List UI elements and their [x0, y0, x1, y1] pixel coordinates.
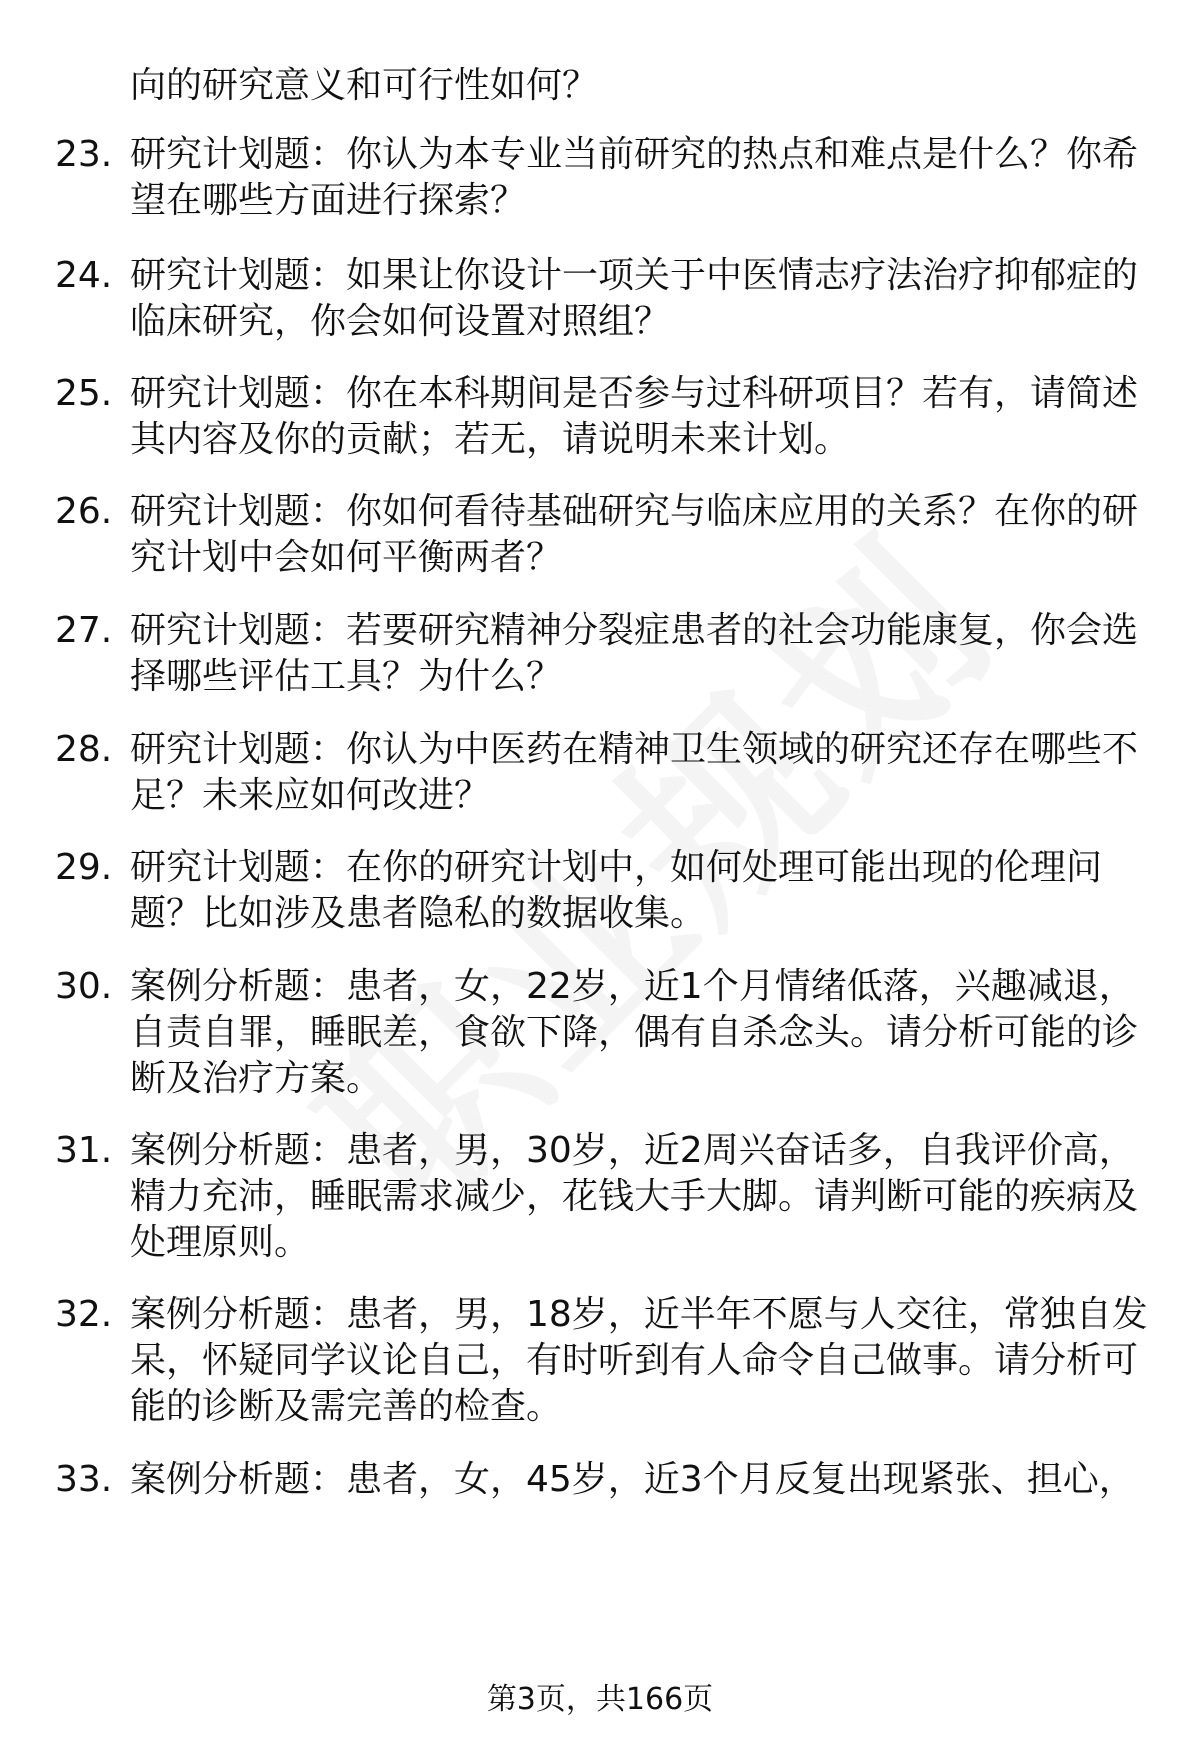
item-text: 案例分析题：患者，男，30岁，近2周兴奋话多，自我评价高，精力充沛，睡眠需求减少，花钱大手大脚。请判断可能的疾病及处理原则。 [130, 1130, 1139, 1263]
list-item [55, 132, 1165, 224]
list-item [55, 1292, 1165, 1430]
list-item [55, 727, 1165, 819]
item-number: 29. [55, 847, 113, 888]
item-number: 23. [55, 134, 113, 175]
item-text: 研究计划题：你认为中医药在精神卫生领域的研究还存在哪些不足？未来应如何改进？ [130, 729, 1139, 816]
page-footer: 第3页，共166页 [486, 1682, 714, 1717]
list-item [55, 964, 1165, 1102]
list-item [55, 1457, 1165, 1503]
item-text: 研究计划题：若要研究精神分裂症患者的社会功能康复，你会选择哪些评估工具？为什么？ [130, 610, 1139, 697]
item-text: 案例分析题：患者，男，18岁，近半年不愿与人交往，常独自发呆，怀疑同学议论自己，有时听到有人命令自己做事。请分析可能的诊断及需完善的检查。 [130, 1294, 1148, 1427]
item-text: 研究计划题：你在本科期间是否参与过科研项目？若有，请简述其内容及你的贡献；若无，请说明未来计划。 [130, 373, 1139, 460]
item-text: 研究计划题：如果让你设计一项关于中医情志疗法治疗抑郁症的临床研究，你会如何设置对照组？ [130, 255, 1139, 342]
item-number: 32. [55, 1294, 113, 1335]
item-text: 案例分析题：患者，女，22岁，近1个月情绪低落，兴趣减退，自责自罪，睡眠差，食欲下降，偶有自杀念头。请分析可能的诊断及治疗方案。 [130, 966, 1139, 1099]
item-text: 研究计划题：你如何看待基础研究与临床应用的关系？在你的研究计划中会如何平衡两者？ [130, 491, 1139, 578]
item-text: 研究计划题：你认为本专业当前研究的热点和难点是什么？你希望在哪些方面进行探索？ [130, 134, 1139, 221]
list-item [55, 1128, 1165, 1266]
item-number: 30. [55, 966, 113, 1007]
list-item [55, 371, 1165, 463]
list-item [55, 608, 1165, 700]
list-item [55, 845, 1165, 937]
item-number: 25. [55, 373, 113, 414]
item-text: 研究计划题：在你的研究计划中，如何处理可能出现的伦理问题？比如涉及患者隐私的数据收集。 [130, 847, 1103, 934]
item-number: 28. [55, 729, 113, 770]
item-number: 26. [55, 491, 113, 532]
item-number: 24. [55, 255, 113, 296]
list-item [55, 489, 1165, 581]
item-number: 33. [55, 1459, 113, 1500]
item-number: 31. [55, 1130, 113, 1171]
continuation-text: 向的研究意义和可行性如何？ [130, 65, 599, 106]
list-item [55, 253, 1165, 345]
item-text: 案例分析题：患者，女，45岁，近3个月反复出现紧张、担心， [130, 1459, 1135, 1500]
item-number: 27. [55, 610, 113, 651]
